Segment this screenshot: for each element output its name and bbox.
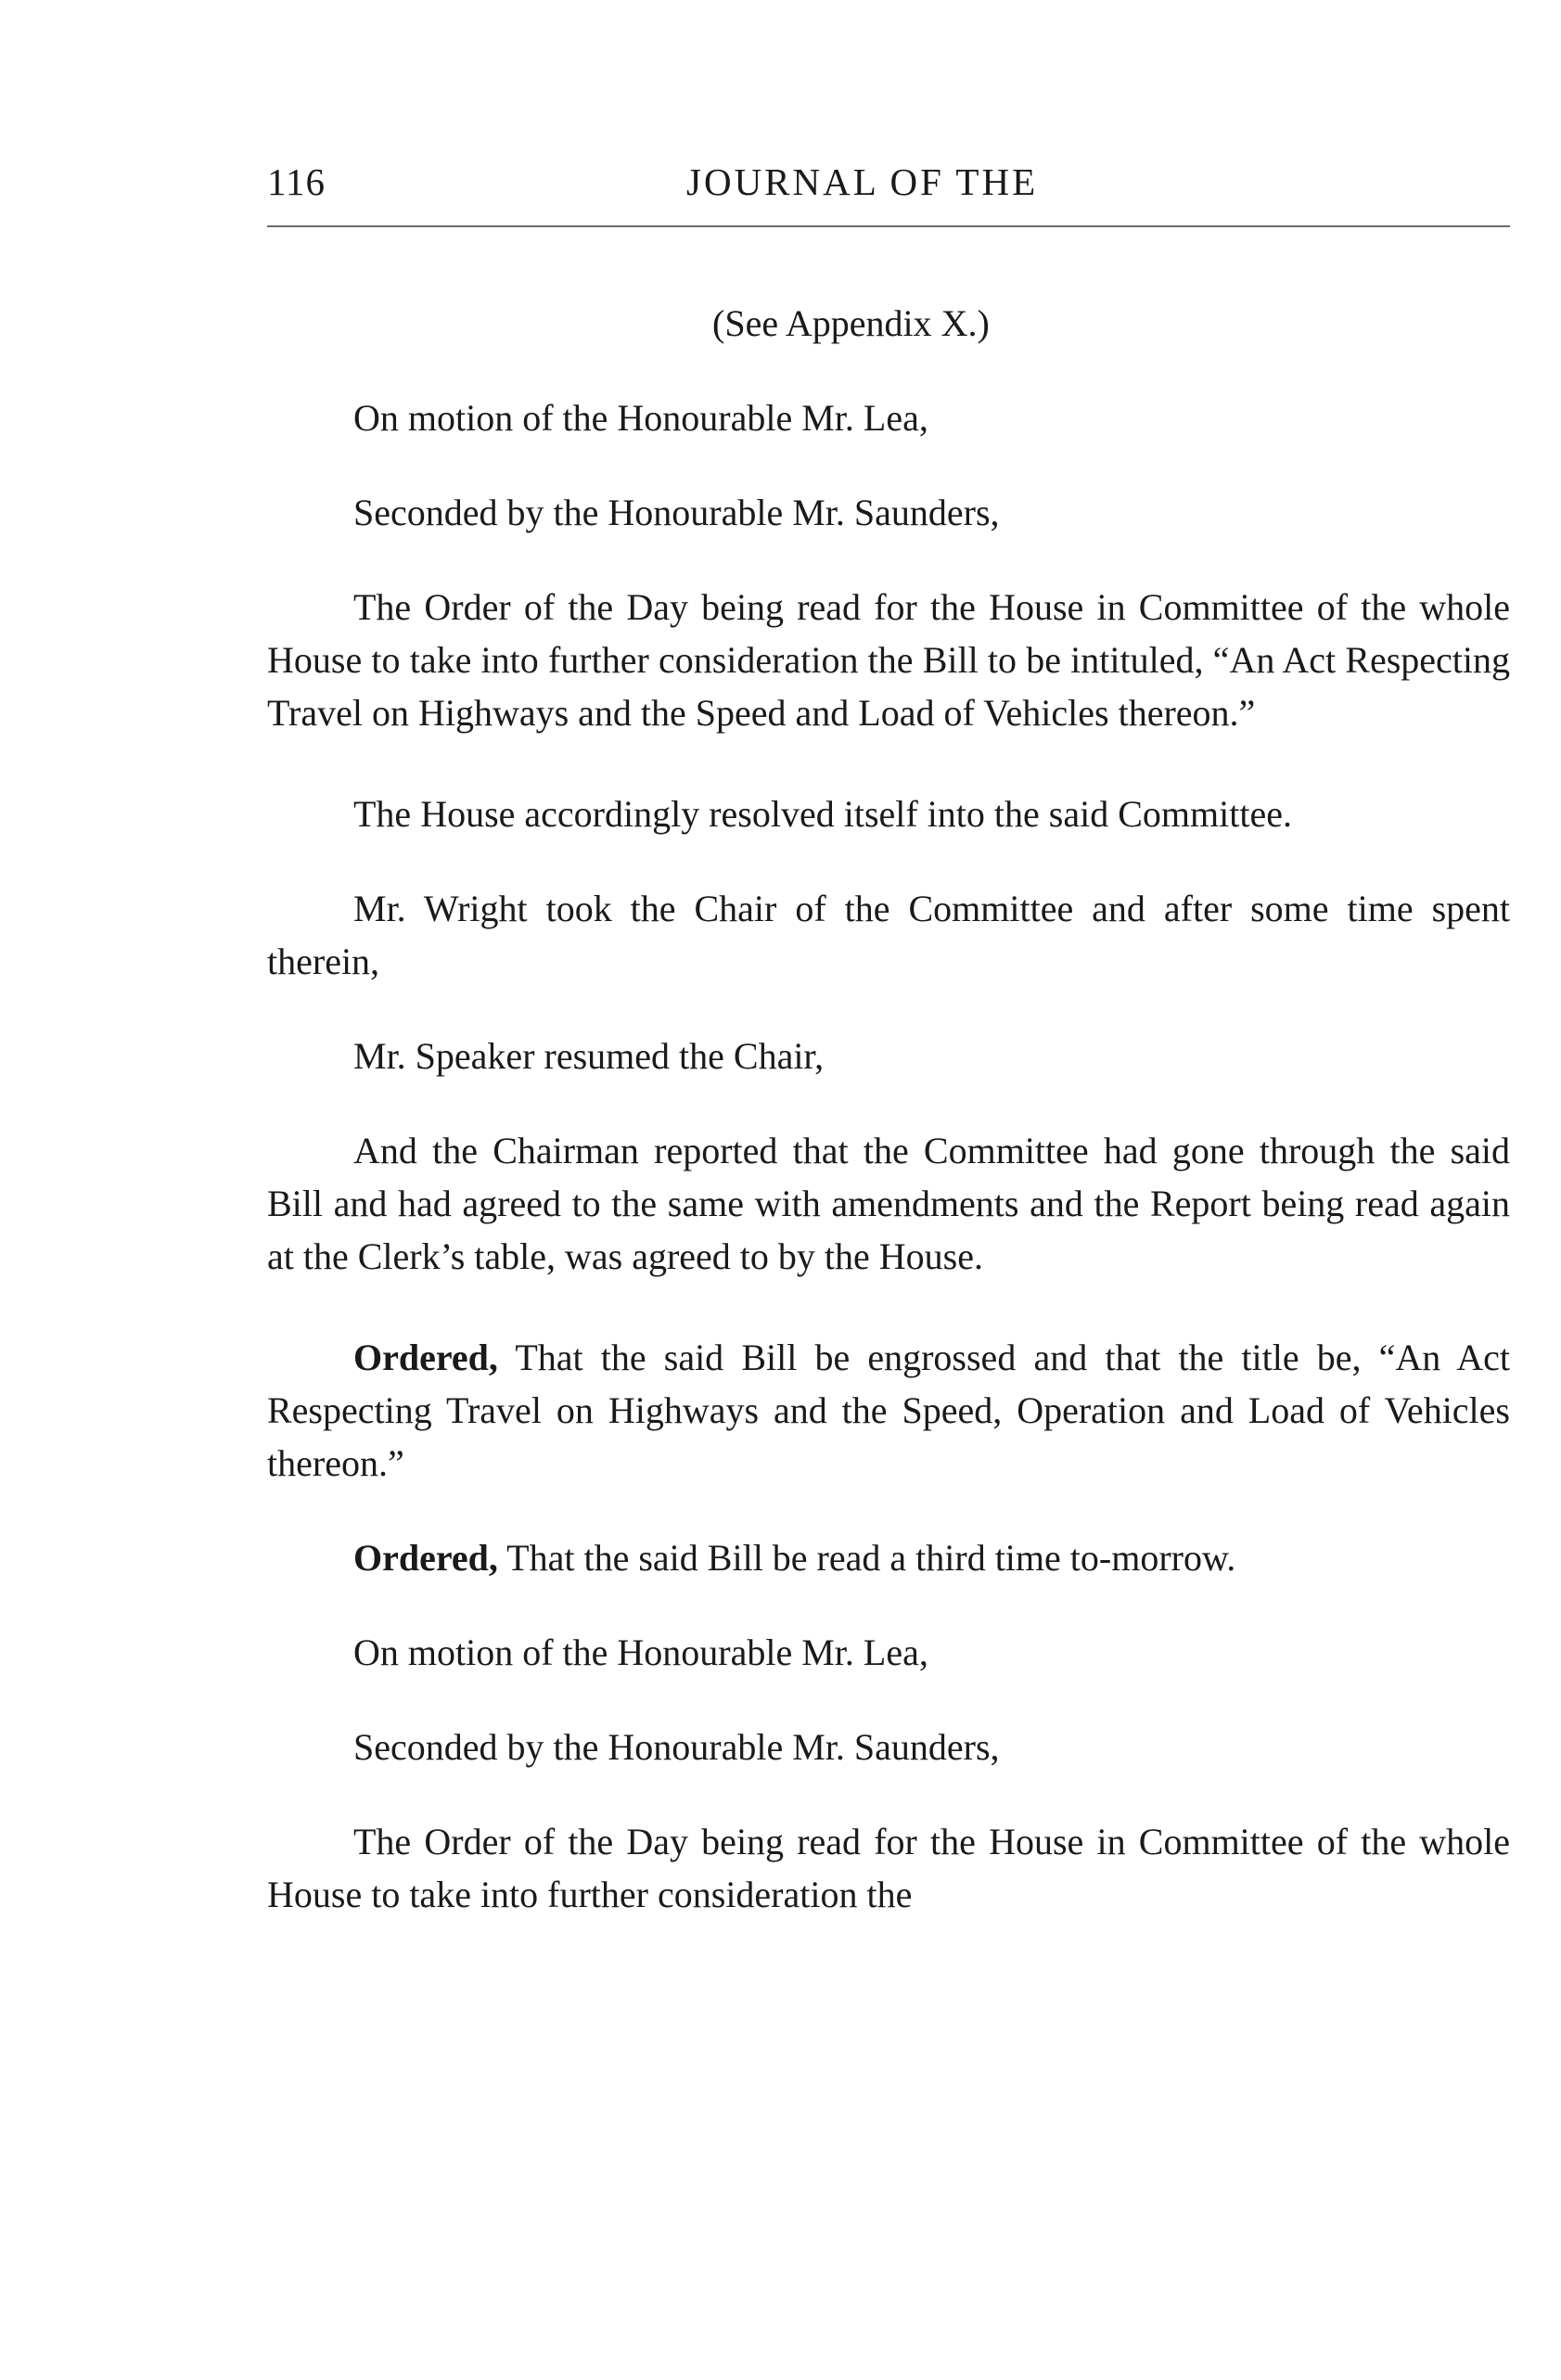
ordered-engrossed-paragraph (267, 1331, 1510, 1490)
order-of-day-paragraph: The Order of the Day being read for the House in Committee of the whole House to take into further consideration the (267, 1821, 1510, 1915)
committee-paragraph: The House accordingly resolved itself into the said Committee. (353, 793, 1292, 835)
ordered-text: That the said Bill be engrossed and that the title be, “An Act Respecting Travel on Highways and the Speed, Operation and Load of Vehicles thereon.” (267, 1337, 1510, 1484)
ordered-label: Ordered, (353, 1537, 498, 1579)
header-rule (267, 225, 1510, 227)
motion-paragraph: On motion of the Honourable Mr. Lea, (353, 397, 928, 439)
ordered-label: Ordered, (353, 1337, 498, 1378)
chair-paragraph: Mr. Wright took the Chair of the Committee and after some time spent therein, (267, 888, 1510, 982)
order-of-day-paragraph: The Order of the Day being read for the House in Committee of the whole House to take into further consideration the Bill to be intituled, “An Act Respecting Travel on Highways and the Speed and Load of Vehicles thereon.” (267, 586, 1510, 734)
appendix-reference: (See Appendix X.) (712, 302, 990, 344)
motion-paragraph: On motion of the Honourable Mr. Lea, (353, 1631, 928, 1673)
report-paragraph: And the Chairman reported that the Committee had gone through the said Bill and had agreed to the same with amendments and the Report being read again at the Clerk’s table, was agreed to by the House. (267, 1130, 1510, 1277)
speaker-paragraph: Mr. Speaker resumed the Chair, (353, 1035, 825, 1077)
body-text (267, 297, 1510, 1963)
ordered-third-reading-paragraph (267, 1531, 1510, 1584)
ordered-text: That the said Bill be read a third time to-morrow. (497, 1537, 1236, 1579)
seconded-paragraph: Seconded by the Honourable Mr. Saunders, (353, 1726, 1000, 1768)
seconded-paragraph: Seconded by the Honourable Mr. Saunders, (353, 492, 1000, 533)
running-head: JOURNAL OF THE (686, 160, 1039, 203)
page-number: 116 (267, 160, 326, 203)
